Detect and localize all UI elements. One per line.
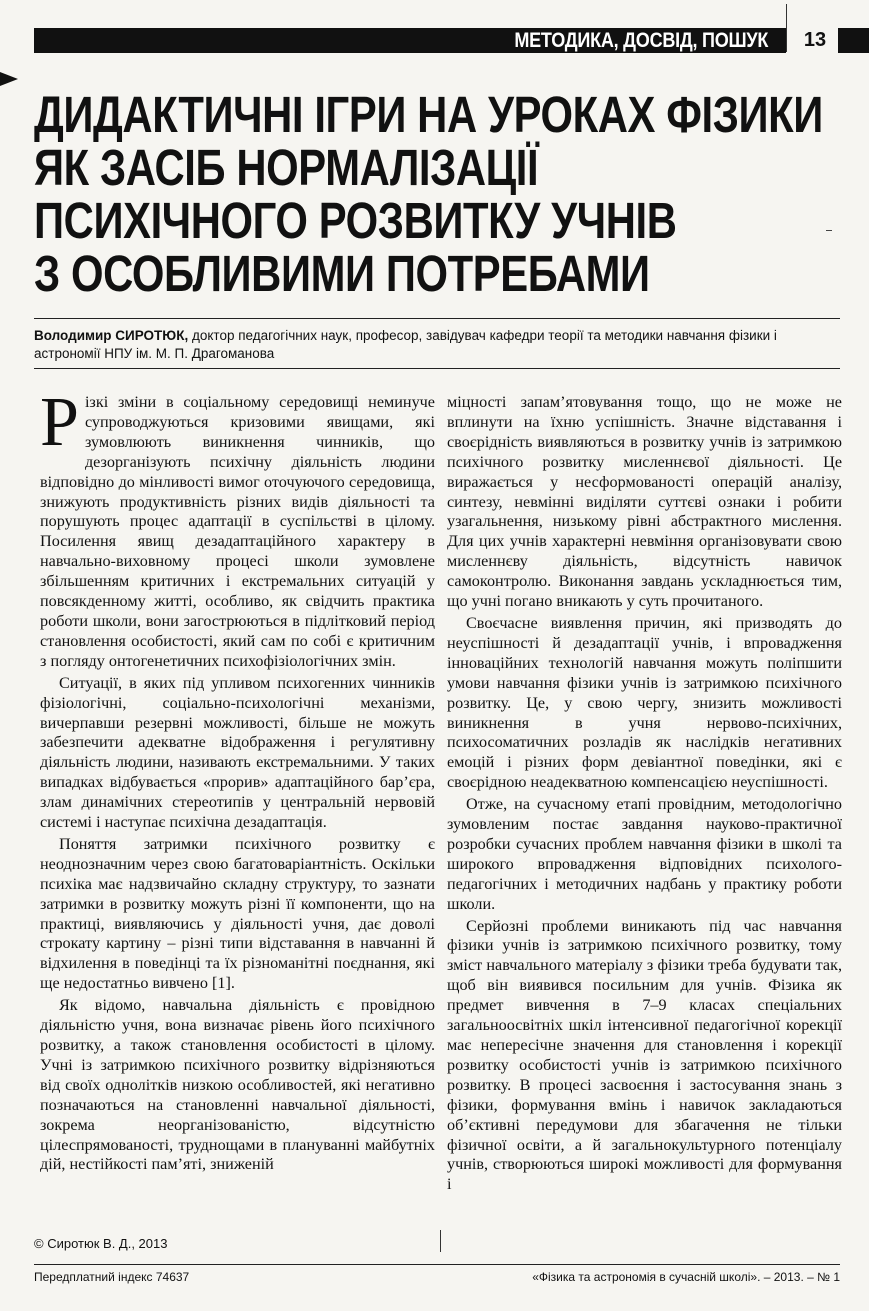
header-tab xyxy=(838,28,869,53)
margin-mark xyxy=(826,230,832,231)
byline xyxy=(34,327,840,363)
title-line: З ОСОБЛИВИМИ ПОТРЕБАМИ xyxy=(34,245,650,302)
paragraph: Різкі зміни в соціальному середовищі неминуче супроводжуються кризовими явищами, які зумовлюють виникнення чинників, що дезорганізують психічну діяльність людини відповідно до мінливості вимог оточуючого середовища, знижують продуктивність різних видів діяльності та порушують процес адаптації в суспільстві в цілому. Посилення явищ дезадаптаційного характеру в навчально-виховному процесі школи зумовлене збільшенням критичних і екстремальних ситуацій у повсякденному житті, особливо, як свідчить практика роботи школи, вони загострюються в підлітковий період становлення особистості, який сам по собі є критичним з погляду онтогенетичних психофізіологічних змін. xyxy=(40,384,435,670)
paragraph: Як відомо, навчальна діяльність є провідною діяльністю учня, вона визначає рівень його психічного розвитку, а також становлення особистості в цілому. Учні із затримкою психічного розвитку відрізняються від своїх однолітків низкою особливостей, які негативно позначаються на становленні навчальної діяльності, зокрема неорганізованістю, відсутністю цілеспрямованості, труднощами в плануванні майбутніх дій, нестійкості пам’яті, зниженій xyxy=(40,996,435,1174)
section-header-bar xyxy=(34,28,786,53)
copyright: © Сиротюк В. Д., 2013 xyxy=(34,1236,168,1251)
subscription-index: Передплатний індекс 74637 xyxy=(34,1270,190,1284)
byline-bottom-rule xyxy=(34,368,840,369)
title-line: ДИДАКТИЧНІ ІГРИ НА УРОКАХ ФІЗИКИ xyxy=(34,86,823,143)
title-line: ЯК ЗАСІБ НОРМАЛІЗАЦІЇ xyxy=(34,139,539,196)
paragraph: Ситуації, в яких під упливом психогенних чинників фізіологічні, соціально-психологічні механізми, вичерпавши резервні можливості, більше не можуть забезпечити адекватне відображення і регулятивну діяльність людини, називають екстремальними. У таких випадках відбувається «прорив» адаптаційного бар’єра, злам динамічних стереотипів у центральній нервовій системі і наступає психічна дезадаптація. xyxy=(40,673,435,832)
byline-top-rule xyxy=(34,318,840,319)
paragraph: Отже, на сучасному етапі провідним, методологічно зумовленим постає завдання науково-практичної розробки сучасних проблем навчання фізики в школі та широкого впровадження відповідних психолого-педагогічних і методичних надбань у практику роботи школи. xyxy=(447,795,842,913)
column-divider xyxy=(440,1230,441,1252)
article-column-right xyxy=(447,393,842,1197)
paragraph: Поняття затримки психічного розвитку є неоднозначним через свою багатоваріантність. Оскільки психіка має надзвичайно складну структуру, то зазнати затримки в розвитку можуть різні її компоненти, що на практиці, виявляючись у діяльності учня, дає доволі строкату картину – різні типи відставання в навчанні й відхилення в поведінці та їх різноманітні поєднання, які ще недостатньо вивчено [1]. xyxy=(40,834,435,993)
paragraph: Серйозні проблеми виникають під час навчання фізики учнів із затримкою психічного розвитку, тому зміст навчального матеріалу з фізики треба будувати так, щоб він виявився посильним для учнів. Фізика як предмет вивчення в 7–9 класах спеціальних загальноосвітніх шкіл інтенсивної педагогічної корекції має непересічне значення для становлення і корекції розвитку особистості учнів із затримкою психічного розвитку. В процесі засвоєння і застосування знань з фізики, формування вмінь і навичок закладаються об’єктивні передумови для збагачення не тільки фізичної освіти, а й загальнокультурного потенціалу учнів, створюються широкі можливості для формування і xyxy=(447,916,842,1194)
author-name: Володимир СИРОТЮК, xyxy=(34,328,189,343)
paragraph: Своєчасне виявлення причин, які призводять до неуспішності й дезадаптації учнів, і впровадження інноваційних технологій навчання можуть поліпшити умови навчання фізики учнів із затримкою психічного розвитку. Це, у свою чергу, знизить можливості виникнення в учня нервово-психічних, психосоматичних розладів як наслідків негативних емоцій і різних форм девіантної поведінки, які є своєрідною неадекватною компенсацією неуспішності. xyxy=(447,613,842,792)
section-label: МЕТОДИКА, ДОСВІД, ПОШУК xyxy=(514,29,768,52)
header-vertical-rule xyxy=(786,4,787,52)
page-number: 13 xyxy=(803,29,827,51)
article-column-left xyxy=(40,384,435,1177)
article-title xyxy=(34,88,834,300)
drop-cap: Р xyxy=(40,384,79,461)
footer-rule xyxy=(34,1264,840,1265)
title-line: ПСИХІЧНОГО РОЗВИТКУ УЧНІВ xyxy=(34,192,677,249)
author-affiliation: доктор педагогічних наук, професор, завідувач кафедри теорії та методики навчання фізики і астрономії НПУ ім. М. П. Драгоманова xyxy=(34,328,777,361)
journal-citation: «Фізика та астрономія в сучасній школі». – 2013. – № 1 xyxy=(532,1270,840,1284)
paragraph: міцності запам’ятовування тощо, що не може не вплинути на їхню успішність. Значне відставання і своєрідність виявляються в розвитку учнів із затримкою психічного розвитку мисленнєвої діяльності. Це виражається у несформованості операцій аналізу, синтезу, невмінні виділяти суттєві ознаки і робити узагальнення, низькому рівні абстрактного мислення. Для цих учнів характерні невміння організовувати свою мисленнєву діяльність, відсутність навичок самоконтролю. Виконання завдань ускладнюється тим, що учні погано вникають у суть прочитаного. xyxy=(447,393,842,611)
margin-arrow-icon xyxy=(0,72,18,86)
